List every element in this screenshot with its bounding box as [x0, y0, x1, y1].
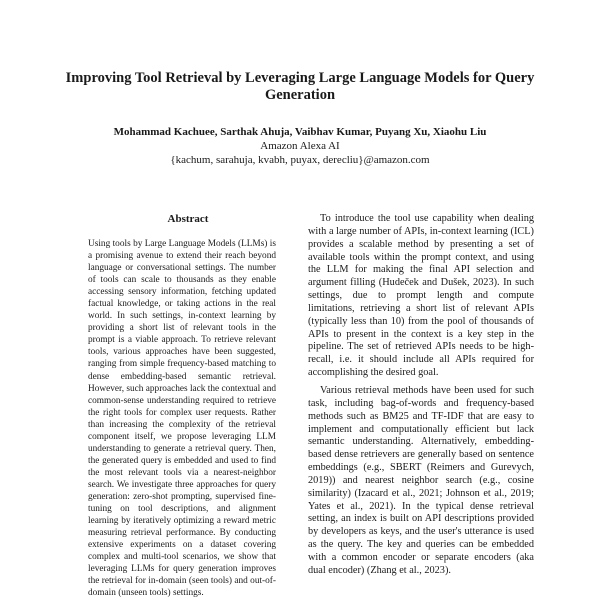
abstract-text: Using tools by Large Language Models (LLMs) is a promising avenue to extend their reach beyond language or conversational settings. The number of tools can scale to thousands as they enable accessing sensory information, fetching updated factual knowledge, or taking actions in the real world. In such settings, in-context learning by providing a short list of relevant tools in the prompt is a viable approach. To retrieve relevant tools, various approaches have been suggested, ranging from simple frequency-based matching to dense embedding-based semantic retrieval. However, such approaches lack the contextual and common-sense understanding required to retrieve the right tools for complex user requests. Rather than increasing the complexity of the retrieval component itself, we propose leveraging LLM understanding to generate a retrieval query. Then, the generated query is embedded and used to find the most relevant tools via a nearest-neighbor search. We investigate three approaches for query generation: zero-shot prompting, supervised fine-tuning on tool descriptions, and alignment learning by iteratively optimizing a reward metric measuring retrieval performance. By conducting extensive experiments on a dataset covering complex and multi-tool scenarios, we show that leveraging LLMs for query generation improves the retrieval for in-domain (seen tools) and out-of-domain (unseen tools) settings. [88, 239, 276, 599]
author-emails: {kachum, sarahuja, kvabh, puyax, derecliu}@amazon.com [170, 154, 430, 166]
affiliation: Amazon Alexa AI [260, 140, 340, 152]
intro-paragraph-2: Various retrieval methods have been used for such task, including bag-of-words and frequency-based methods such as BM25 and TF-IDF that are easy to implement and computationally efficient but lack semantic understanding. Alternatively, embedding-based dense retrievers are generally based on sentence embeddings (e.g., SBERT (Reimers and Gurevych, 2019)) and nearest neighbor search (e.g., cosine similarity) (Izacard et al., 2021; Johnson et al., 2019; Yates et al., 2021). In the typical dense retrieval setting, an index is built on API descriptions provided by developers as keys, and the user's utterance is used as the query. The key and queries can be embedded with a common encoder or separate encoders (aka dual encoder) (Zhang et al., 2023). [308, 384, 534, 576]
left-column [88, 212, 288, 600]
author-list: Mohammad Kachuee, Sarthak Ahuja, Vaibhav Kumar, Puyang Xu, Xiaohu Liu [113, 126, 487, 138]
paper-title: Improving Tool Retrieval by Leveraging Large Language Models for Query Generation [65, 70, 535, 103]
right-column [308, 213, 534, 600]
abstract-heading: Abstract [167, 213, 209, 225]
intro-paragraph-1: To introduce the tool use capability when dealing with a large number of APIs, in-context learning (ICL) provides a scalable method by presenting a set of available tools within the prompt context, and using the LLM for making the final API selection and argument filling (Hudeček and Dušek, 2023). In such settings, due to prompt length and compute limitations, retrieving a short list of relevant APIs (typically less than 10) from the pool of thousands of APIs to present in the context is a key step in the pipeline. The set of retrieved APIs needs to be high-recall, i.e. it should include all APIs required for accomplishing the desired goal. [308, 213, 534, 379]
